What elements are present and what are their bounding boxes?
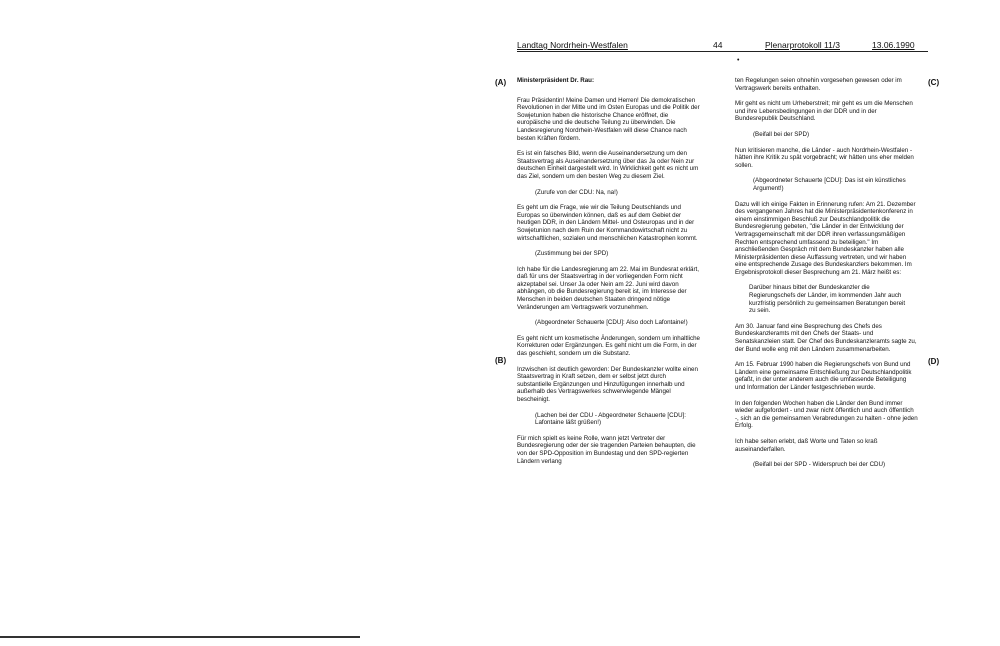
- margin-marker-a: (A): [495, 78, 507, 87]
- paragraph: Es geht nicht um kosmetische Änderungen, sondern um inhaltliche Korrekturen oder Ergänzungen. Es geht nicht um die Form, in der das geschieht, sondern um die Substanz.: [517, 334, 700, 358]
- header-page-number: 44: [713, 40, 723, 50]
- paragraph: Ich habe für die Landesregierung am 22. Mai im Bundesrat erklärt, daß für uns der Staatsvertrag in der vorliegenden Form nicht akzeptabel sei. Unser Ja oder Nein am 22. Juni wird davon abhängen, ob die Bundesregierung bereit ist, im Interesse der Menschen in beiden deutschen Staaten dringend nötige Veränderungen am Vertragswerk vorzunehmen.: [517, 265, 699, 311]
- right-column: [735, 77, 918, 477]
- paragraph: Mir geht es nicht um Urheberstreit; mir geht es um die Menschen und ihre Lebensbedingungen in der DDR und in der Bundesrepublik Deutschland.: [735, 100, 913, 123]
- interjection: (Beifall bei der SPD - Widerspruch bei der CDU): [753, 461, 886, 469]
- interjection: (Lachen bei der CDU - Abgeordneter Schauerte [CDU]: Lafontaine läßt grüßen!): [535, 411, 686, 427]
- paragraph: Inzwischen ist deutlich geworden: Der Bundeskanzler wollte einen Staatsvertrag in Kraft setzen, dem er selbst jetzt durch substantielle Ergänzungen und Hinzufügungen innerhalb und außerhalb des Vertragswerkes schwerwiegende Mängel bescheinigt.: [517, 365, 698, 403]
- stray-mark: •: [737, 57, 740, 64]
- paragraph: Es geht um die Frage, wie wir die Teilung Deutschlands und Europas so überwinden können, daß es auf dem Gebiet der heutigen DDR, in den Ländern Mittel- und Osteuropas und in der Sowjetunion nach dem Ruin der Kommandowirtschaft nicht zu wirtschaftlichen, sozialen und menschlichen Katastrophen kommt.: [517, 204, 698, 242]
- paragraph: In den folgenden Wochen haben die Länder den Bund immer wieder aufgefordert - und zwar nicht öffentlich und auch öffentlich -, sich an die gemeinsamen Verabredungen zu halten - ohne jeden Erfolg.: [735, 399, 918, 430]
- paragraph: Es ist ein falsches Bild, wenn die Auseinandersetzung um den Staatsvertrag als Auseinandersetzung über das Ja oder Nein zur deutschen Einheit dargestellt wird. In Wirklichkeit geht es nicht um das Ziel, sondern um den besten Weg zu diesem Ziel.: [517, 150, 699, 180]
- header-date: 13.06.1990: [872, 40, 915, 50]
- paragraph: Ich habe selten erlebt, daß Worte und Taten so kraß auseinanderfallen.: [735, 437, 878, 453]
- paragraph: Frau Präsidentin! Meine Damen und Herren! Die demokratischen Revolutionen in der Mitte und im Osten Europas und die Politik der Sowjetunion haben die historische Chance eröffnet, die europäische und die deutsche Teilung zu überwinden. Die Landesregierung Nordrhein-Westfalen will diese Chance nach besten Kräften fördern.: [517, 96, 700, 142]
- paragraph: Am 15. Februar 1990 haben die Regierungschefs von Bund und Ländern eine gemeinsame Entschließung zur Deutschlandpolitik gefaßt, in der unter anderem auch die umfassende Beteiligung und Information der Länder festgeschrieben wurde.: [735, 361, 912, 391]
- paragraph: Nun kritisieren manche, die Länder - auch Nordrhein-Westfalen - hätten ihre Kritik zu spät vorgebracht; wir hätten uns eher melden sollen.: [735, 146, 914, 169]
- quotation: Darüber hinaus bittet der Bundeskanzler die Regierungschefs der Länder, im kommenden Jahr auch kurzfristig persönlich zu gemeinsamen Beratungen bereit zu sein.: [749, 284, 906, 315]
- paragraph: Am 30. Januar fand eine Besprechung des Chefs des Bundeskanzleramts mit den Chefs der Staats- und Senatskanzleien statt. Der Chef des Bundeskanzleramts sagte zu, der Bund wolle eng mit den Ländern zusammenarbeiten.: [735, 322, 917, 353]
- header-rule: [517, 51, 928, 52]
- interjection: (Abgeordneter Schauerte [CDU]: Also doch Lafontaine!): [535, 319, 688, 327]
- interjection: (Abgeordneter Schauerte [CDU]: Das ist ein künstliches Argument!): [753, 177, 906, 192]
- interjection: (Zurufe von der CDU: Na, na!): [535, 188, 618, 196]
- scan-edge-line: [0, 636, 360, 638]
- margin-marker-b: (B): [495, 356, 507, 365]
- margin-marker-d: (D): [928, 357, 940, 366]
- header-parliament: Landtag Nordrhein-Westfalen: [517, 40, 628, 50]
- paragraph: Für mich spielt es keine Rolle, wann jetzt Vertreter der Bundesregierung oder der sie tragenden Parteien behaupten, die von der SPD-Opposition im Bundestag und den SPD-regierten Ländern verlang: [517, 434, 696, 465]
- margin-marker-c: (C): [928, 78, 940, 87]
- header-protocol: Plenarprotokoll 11/3: [765, 40, 840, 50]
- speaker-heading: Ministerpräsident Dr. Rau:: [517, 77, 595, 84]
- paragraph: ten Regelungen seien ohnehin vorgesehen gewesen oder im Vertragswerk bereits enthalten.: [735, 77, 902, 92]
- interjection: (Zustimmung bei der SPD): [535, 250, 609, 258]
- interjection: (Beifall bei der SPD): [753, 130, 810, 138]
- paragraph: Dazu will ich einige Fakten in Erinnerung rufen: Am 21. Dezember des vergangenen Jahres hat die Ministerpräsidentenkonferenz in einem einstimmigen Beschluß zur Deutschlandpolitik die Bundesregierung gebeten, "die Länder in der Entwicklung der Vertragsgemeinschaft mit der DDR ihren verfassungsmäßigen Rechten entsprechend umfassend zu beteiligen." Im anschließenden Gespräch mit dem Bundeskanzler haben alle Ministerpräsidenten diese Auffassung vertreten, und wir haben eine entsprechende Zusage des Bundeskanzlers bekommen. Im Ergebnisprotokoll dieser Besprechung am 21. März heißt es:: [735, 200, 916, 276]
- left-column: [517, 77, 700, 473]
